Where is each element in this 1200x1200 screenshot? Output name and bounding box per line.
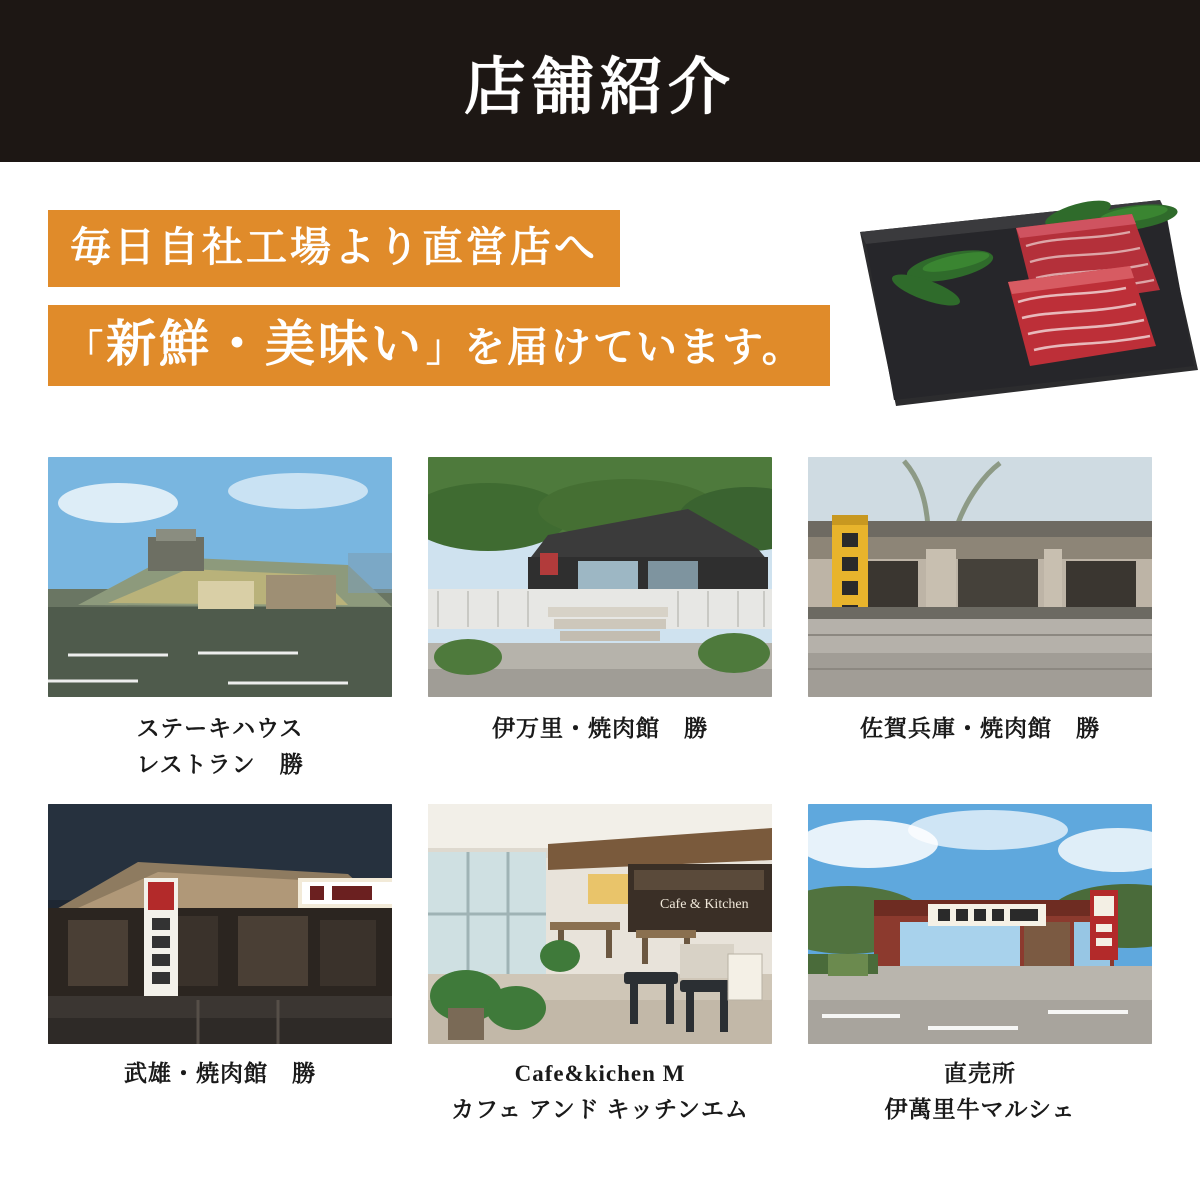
store-photo-saga-hyogo-yakinikukan [808,457,1152,697]
store-photo-imari-yakinikukan [428,457,772,697]
store-card[interactable] [808,804,1152,1127]
quote-close: 」 [426,329,464,370]
store-caption-line: Cafe&kichen M [514,1061,686,1087]
store-card[interactable] [428,804,772,1127]
store-caption [808,711,1152,747]
headline-line-2 [48,305,878,386]
store-caption-line: 伊万里・焼肉館 勝 [492,716,708,741]
store-card[interactable] [808,457,1152,782]
store-photo-steak-house [48,457,392,697]
headline-tail: を届けています。 [464,324,805,370]
store-caption-line: カフェ アンド キッチンエム [451,1096,749,1122]
store-caption-line: ステーキハウス [136,716,304,741]
store-card[interactable] [48,804,392,1127]
svg-text:Cafe & Kitchen: Cafe & Kitchen [660,897,749,913]
headline-line-1: 毎日自社工場より直営店へ [48,210,620,287]
wagyu-steak-on-slate-plate-image [830,170,1200,422]
store-photo-imariushi-marche [808,804,1152,1044]
store-caption [428,1056,772,1127]
page-title: 店舗紹介 [463,53,736,122]
store-card[interactable] [428,457,772,782]
store-card[interactable] [48,457,392,782]
page-header [0,0,1200,162]
store-caption-line: 佐賀兵庫・焼肉館 勝 [860,716,1100,741]
store-caption [48,711,392,782]
quote-open: 「 [66,329,104,370]
wagyu-steak-illustration [830,170,1200,422]
store-photo-takeo-yakinikukan [48,804,392,1044]
store-caption [808,1056,1152,1127]
store-grid [48,457,1152,1128]
store-caption-line: レストラン 勝 [136,751,304,777]
store-caption-line: 直売所 [944,1061,1016,1087]
headline-emphasis: 新鮮・美味い [106,316,424,372]
store-caption-line: 武雄・焼肉館 勝 [124,1061,316,1087]
page-body [0,162,1200,1200]
store-caption [428,711,772,747]
store-photo-cafe-and-kitchen-m [428,804,772,1044]
store-caption-line: 伊萬里牛マルシェ [884,1096,1076,1122]
store-caption [48,1056,392,1092]
headline-banner [48,210,878,386]
